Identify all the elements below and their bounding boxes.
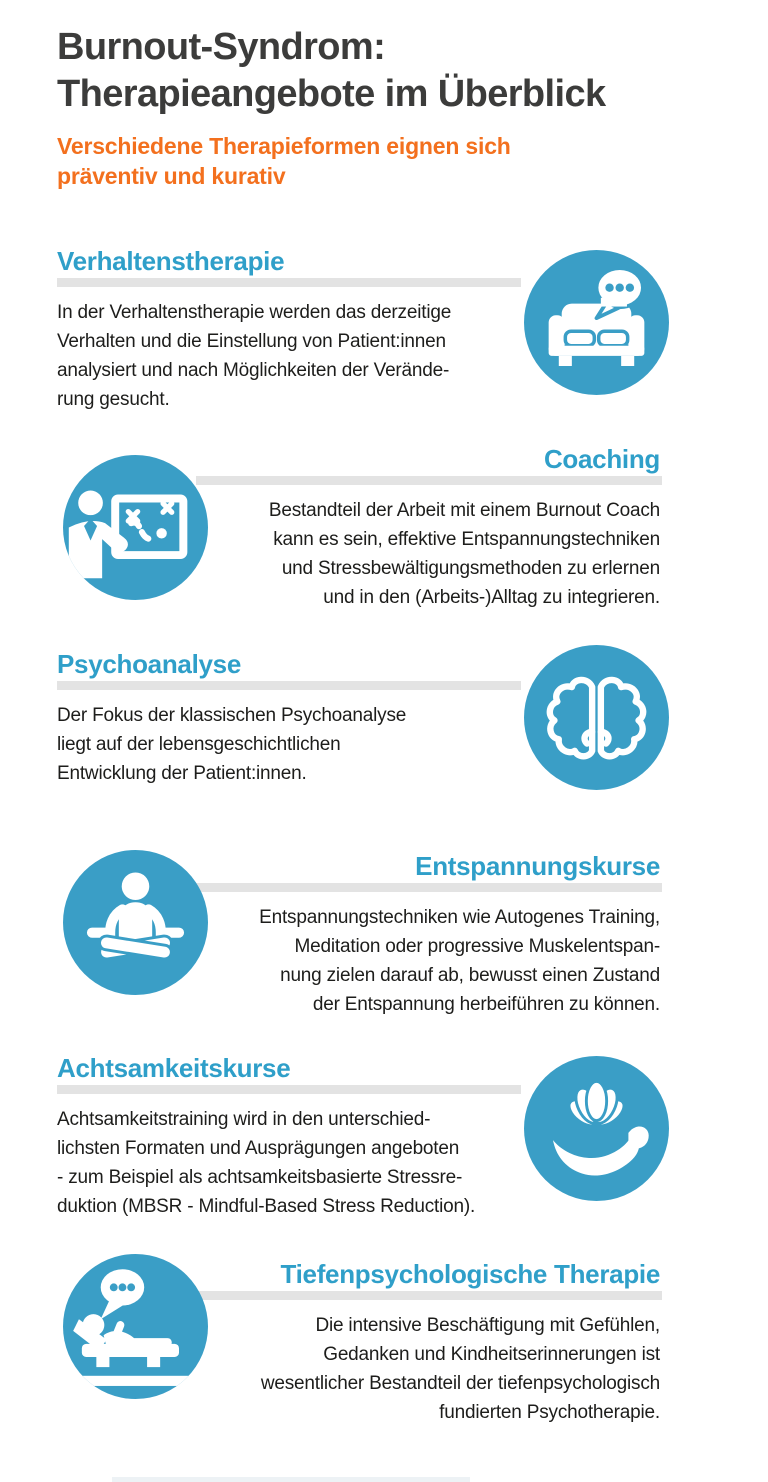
page-subtitle-line1: Verschiedene Therapieformen eignen sich <box>57 133 511 159</box>
body-line: Entspannungstechniken wie Autogenes Training, <box>259 907 660 928</box>
divider-bar <box>196 883 662 892</box>
section-body-tiefenpsychologische-therapie <box>261 1311 660 1427</box>
body-line: In der Verhaltenstherapie werden das derzeitige <box>57 302 452 323</box>
section-body-coaching <box>269 496 660 612</box>
section-title-psychoanalyse: Psychoanalyse <box>57 649 241 679</box>
divider-bar <box>57 278 521 287</box>
body-line: rung gesucht. <box>57 389 170 410</box>
section-body-psychoanalyse <box>57 701 406 788</box>
body-line: Die intensive Beschäftigung mit Gefühlen, <box>315 1315 660 1336</box>
page-title-line1: Burnout-Syndrom: <box>57 26 386 68</box>
section-body-entspannungskurse <box>259 903 660 1019</box>
body-line: fundierten Psychotherapie. <box>439 1402 660 1423</box>
body-line: kann es sein, effektive Entspannungstechniken <box>273 529 660 550</box>
body-line: der Entspannung herbeiführen zu können. <box>312 994 660 1015</box>
body-line: liegt auf der lebensgeschichtlichen <box>57 734 341 755</box>
body-line: analysiert und nach Möglichkeiten der Verände- <box>57 360 450 381</box>
section-title-verhaltenstherapie: Verhaltenstherapie <box>57 246 285 276</box>
section-title-achtsamkeitskurse: Achtsamkeitskurse <box>57 1053 291 1083</box>
body-line: Entwicklung der Patient:innen. <box>57 763 307 784</box>
section-body-verhaltenstherapie <box>57 298 451 414</box>
divider-bar <box>57 681 521 690</box>
body-line: und in den (Arbeits-)Alltag zu integrieren. <box>323 587 660 608</box>
bottom-strip <box>112 1477 470 1482</box>
body-line: Achtsamkeitstraining wird in den unterschied- <box>57 1109 431 1130</box>
divider-bar <box>57 1085 521 1094</box>
body-line: Meditation oder progressive Muskelentspan- <box>294 936 660 957</box>
divider-bar <box>196 476 662 485</box>
section-title-coaching: Coaching <box>543 444 660 474</box>
lotus-hand-icon <box>524 1056 669 1201</box>
body-line: Verhalten und die Einstellung von Patient:innen <box>57 331 446 352</box>
body-line: wesentlicher Bestandteil der tiefenpsychologisch <box>260 1373 660 1394</box>
page-title-line2: Therapieangebote im Überblick <box>57 73 606 115</box>
body-line: und Stressbewältigungsmethoden zu erlernen <box>281 558 660 579</box>
page-subtitle <box>57 131 511 191</box>
body-line: Gedanken und Kindheitserinnerungen ist <box>323 1344 660 1365</box>
page-title <box>57 24 606 118</box>
divider-bar <box>196 1291 662 1300</box>
couch-chat-icon <box>524 250 669 395</box>
section-title-tiefenpsychologische-therapie: Tiefenpsychologische Therapie <box>280 1259 660 1289</box>
body-line: - zum Beispiel als achtsamkeitsbasierte Stressre- <box>57 1167 463 1188</box>
body-line: duktion (MBSR - Mindful-Based Stress Reduction). <box>57 1196 476 1217</box>
brain-icon <box>524 645 669 790</box>
body-line: lichsten Formaten und Ausprägungen angeboten <box>57 1138 460 1159</box>
body-line: Bestandteil der Arbeit mit einem Burnout Coach <box>268 500 660 521</box>
therapy-couch-chat-icon <box>63 1254 208 1399</box>
page-subtitle-line2: präventiv und kurativ <box>57 163 286 189</box>
section-body-achtsamkeitskurse <box>57 1105 475 1221</box>
section-title-entspannungskurse: Entspannungskurse <box>415 851 660 881</box>
body-line: nung zielen darauf ab, bewusst einen Zustand <box>280 965 660 986</box>
meditation-icon <box>63 850 208 995</box>
coaching-board-icon <box>63 455 208 600</box>
body-line: Der Fokus der klassischen Psychoanalyse <box>57 705 407 726</box>
